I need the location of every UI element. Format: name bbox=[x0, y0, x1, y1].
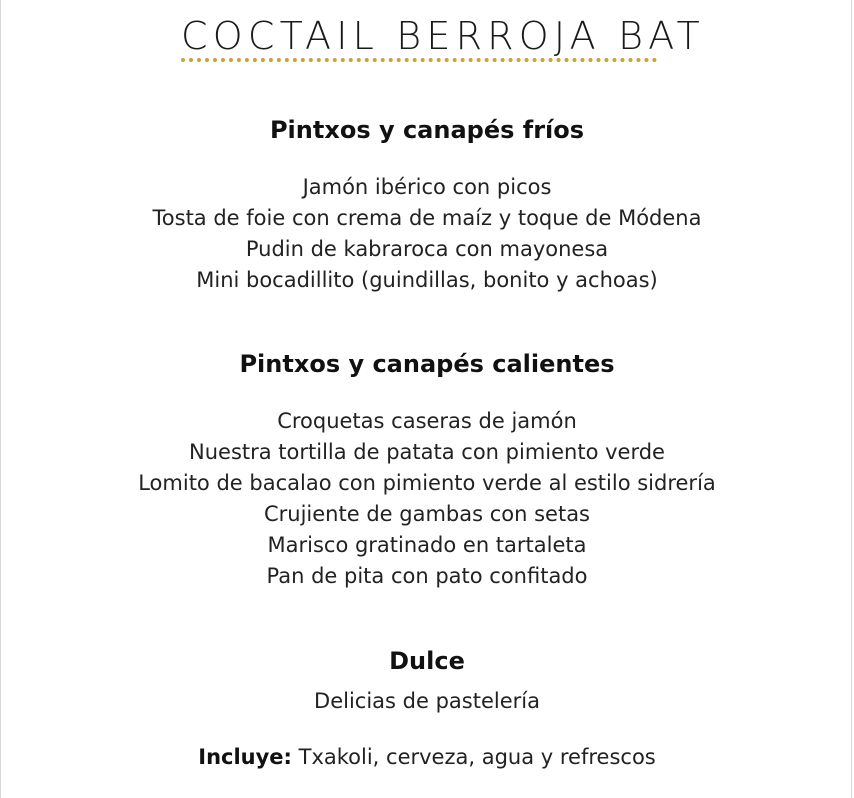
section-heading-dessert: Dulce bbox=[389, 647, 465, 675]
menu-item: Lomito de bacalao con pimiento verde al estilo sidrería bbox=[138, 471, 716, 495]
section-dessert bbox=[1, 646, 853, 717]
title-dotted-underline bbox=[181, 58, 657, 62]
menu-item: Crujiente de gambas con setas bbox=[263, 502, 590, 526]
section-heading-cold: Pintxos y canapés fríos bbox=[269, 116, 585, 144]
cold-items-list bbox=[1, 172, 853, 296]
section-heading-hot: Pintxos y canapés calientes bbox=[239, 350, 615, 378]
menu-item: Pudin de kabraroca con mayonesa bbox=[245, 237, 609, 261]
dessert-items-list bbox=[1, 686, 853, 717]
includes-label: Incluye: bbox=[198, 745, 292, 769]
menu-item: Mini bocadillito (guindillas, bonito y achoas) bbox=[196, 268, 658, 292]
section-cold-pintxos bbox=[1, 115, 853, 296]
includes-line bbox=[1, 742, 853, 772]
menu-item: Croquetas caseras de jamón bbox=[277, 409, 577, 433]
menu-item: Jamón ibérico con picos bbox=[302, 175, 552, 199]
menu-item: Nuestra tortilla de patata con pimiento verde bbox=[189, 440, 665, 464]
menu-item: Tosta de foie con crema de maíz y toque de Módena bbox=[152, 206, 702, 230]
includes-text: Txakoli, cerveza, agua y refrescos bbox=[291, 745, 656, 769]
menu-title: COCTAIL BERROJA BAT bbox=[181, 14, 705, 58]
section-hot-pintxos bbox=[1, 349, 853, 592]
menu-item: Delicias de pastelería bbox=[314, 689, 540, 713]
hot-items-list bbox=[1, 406, 853, 592]
title-block bbox=[181, 14, 705, 62]
menu-item: Pan de pita con pato confitado bbox=[266, 564, 588, 588]
menu-item: Marisco gratinado en tartaleta bbox=[267, 533, 587, 557]
